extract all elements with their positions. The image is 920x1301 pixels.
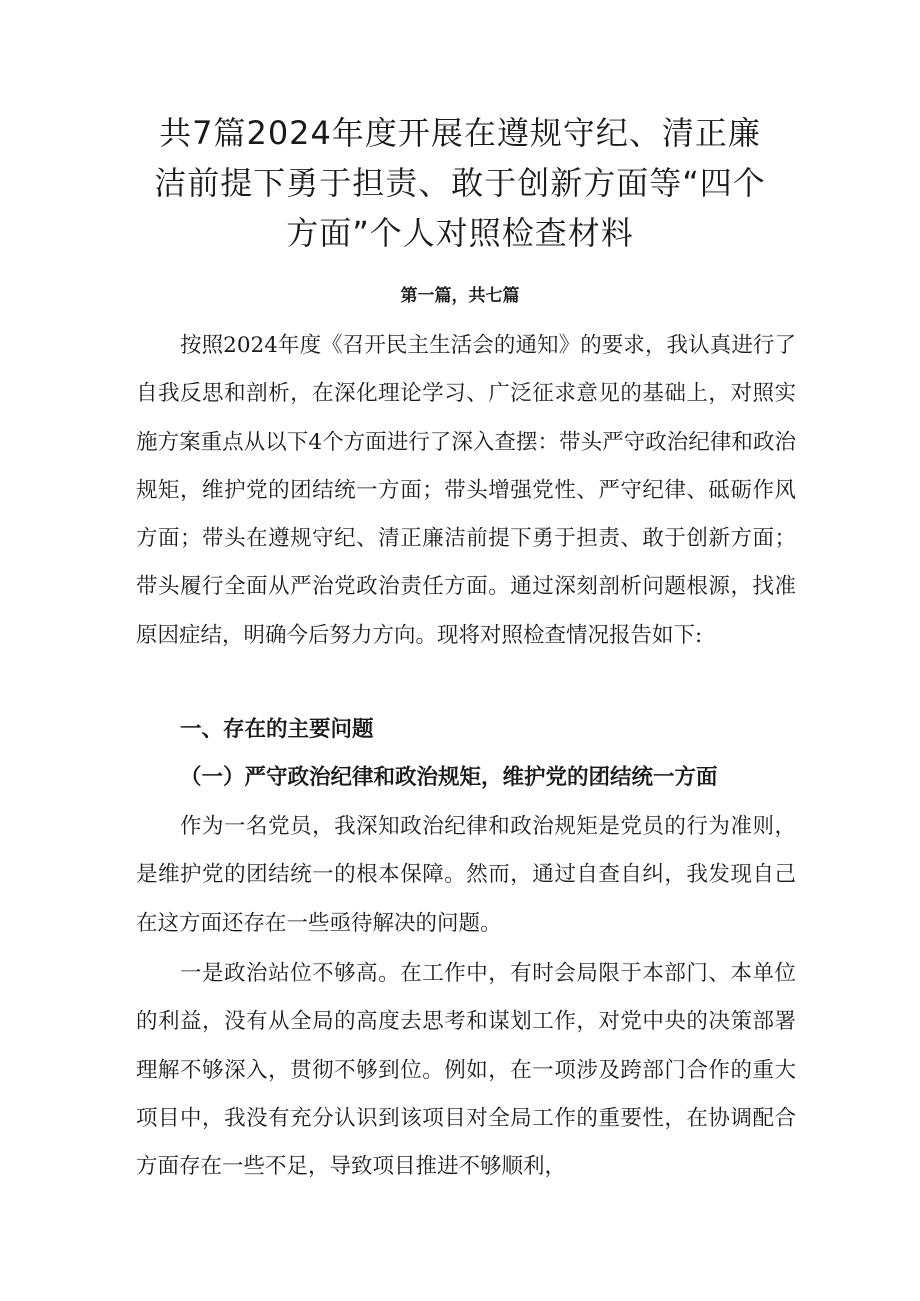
title-line-2: 洁前提下勇于担责、敢于创新方面等“四个: [154, 164, 766, 202]
title-line-1: 共7篇2024年度开展在遵规守纪、清正廉: [159, 114, 761, 152]
title-line-3: 方面”个人对照检查材料: [286, 214, 634, 252]
document-title: [120, 108, 800, 258]
document-subtitle: 第一篇，共七篇: [400, 286, 520, 306]
body-paragraph-2: 作为一名党员，我深知政治纪律和政治规矩是党员的行为准则，是维护党的团结统一的根本保障。然而，通过自查自纠，我发现自己在这方面还存在一些亟待解决的问题。: [136, 814, 796, 936]
intro-paragraph: 按照2024年度《召开民主生活会的通知》的要求，我认真进行了自我反思和剖析，在深化理论学习、广泛征求意见的基础上，对照实施方案重点从以下4个方面进行了深入查摆：带头严守政治纪律和政治规矩，维护党的团结统一方面；带头增强党性、严守纪律、砥砺作风方面；带头在遵规守纪、清正廉洁前提下勇于担责、敢于创新方面；带头履行全面从严治党政治责任方面。通过深刻剖析问题根源，找准原因症结，明确今后努力方向。现将对照检查情况报告如下:: [136, 333, 796, 648]
section-heading: 一、存在的主要问题: [180, 717, 374, 742]
sub-heading: （一）严守政治纪律和政治规矩，维护党的团结统一方面: [180, 765, 718, 790]
body-paragraph-3: 一是政治站位不够高。在工作中，有时会局限于本部门、本单位的利益，没有从全局的高度去思考和谋划工作，对党中央的决策部署理解不够深入，贯彻不够到位。例如，在一项涉及跨部门合作的重大项目中，我没有充分认识到该项目对全局工作的重要性，在协调配合方面存在一些不足，导致项目推进不够顺利，: [136, 961, 796, 1180]
